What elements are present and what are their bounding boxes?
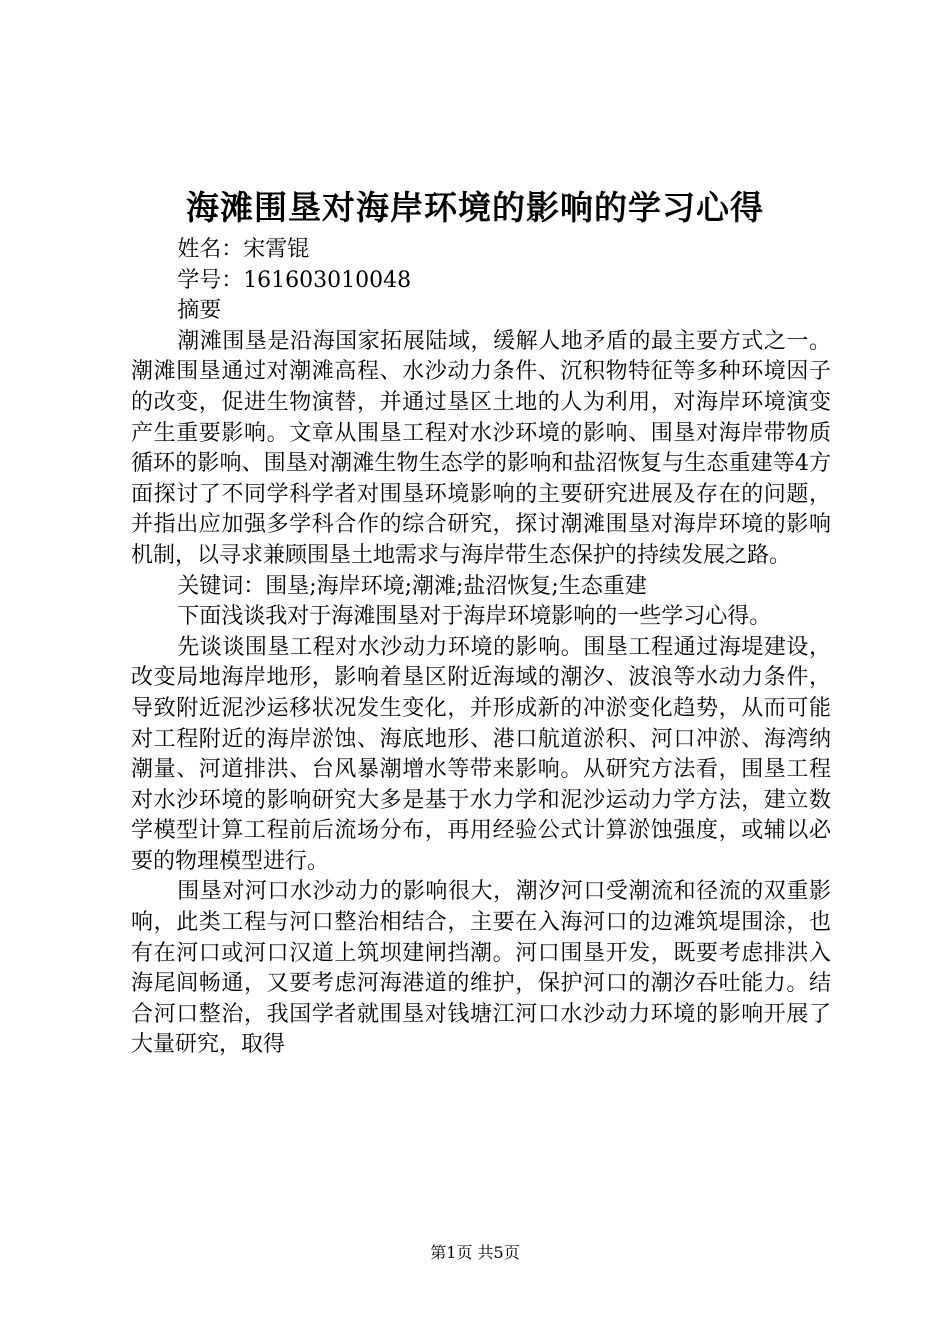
abstract-paragraph: 潮滩围垦是沿海国家拓展陆域，缓解人地矛盾的最主要方式之一。潮滩围垦通过对潮滩高程、水沙动力条件、沉积物特征等多种环境因子的改变，促进生物演替，并通过垦区土地的人为利用，对海岸环境演变产生重要影响。文章从围垦工程对水沙环境的影响、围垦对海岸带物质循环的影响、围垦对潮滩生物生态学的影响和盐沼恢复与生态重建等4方面探讨了不同学科学者对围垦环境影响的主要研究进展及存在的问题，并指出应加强多学科合作的综合研究，探讨潮滩围垦对海岸环境的影响机制，以寻求兼顾围垦土地需求与海岸带生态保护的持续发展之路。 xyxy=(131,328,831,568)
page-footer: 第1页 共5页 xyxy=(430,1243,520,1262)
student-id-line: 学号：161603010048 xyxy=(177,267,412,293)
author-line: 姓名：宋霄锟 xyxy=(177,237,310,262)
document-title: 海滩围垦对海岸环境的影响的学习心得 xyxy=(186,188,764,227)
intro-paragraph: 下面浅谈我对于海滩围垦对于海岸环境影响的一些学习心得。 xyxy=(177,604,772,630)
keywords-line: 关键词：围垦;海岸环境;潮滩;盐沼恢复;生态重建 xyxy=(177,573,647,599)
document-body xyxy=(131,235,831,1061)
body-paragraph: 围垦对河口水沙动力的影响很大，潮汐河口受潮流和径流的双重影响，此类工程与河口整治相结合，主要在入海河口的边滩筑堤围涂，也有在河口或河口汉道上筑坝建闸挡潮。河口围垦开发，既要考虑排洪入海尾闾畅通，又要考虑河海港道的维护，保护河口的潮汐吞吐能力。结合河口整治，我国学者就围垦对钱塘江河口水沙动力环境的影响开展了大量研究，取得 xyxy=(131,879,831,1058)
abstract-heading: 摘要 xyxy=(177,298,222,324)
body-paragraph: 先谈谈围垦工程对水沙动力环境的影响。围垦工程通过海堤建设，改变局地海岸地形，影响着垦区附近海域的潮汐、波浪等水动力条件，导致附近泥沙运移状况发生变化，并形成新的冲淤变化趋势，从而可能对工程附近的海岸淤蚀、海底地形、港口航道淤积、河口冲淤、海湾纳潮量、河道排洪、台风暴潮增水等带来影响。从研究方法看，围垦工程对水沙环境的影响研究大多是基于水力学和泥沙运动力学方法，建立数学模型计算工程前后流场分布，再用经验公式计算淤蚀强度，或辅以必要的物理模型进行。 xyxy=(131,634,831,874)
